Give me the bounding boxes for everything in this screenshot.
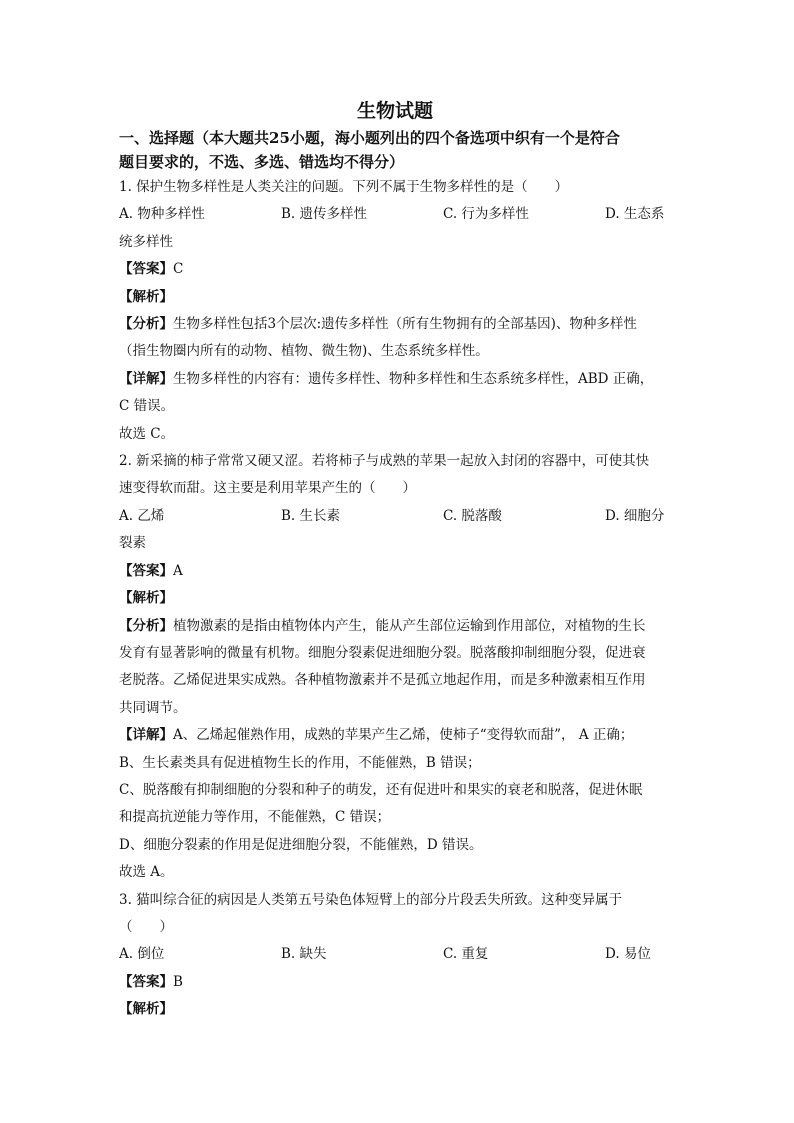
fenxi-label: 【分析】 [119, 617, 173, 634]
question-1-options [119, 201, 671, 228]
question-2-stem-line-1: 2. 新采摘的柿子常常又硬又涩。若将柿子与成熟的苹果一起放入封闭的容器中，可使其快 [119, 453, 650, 470]
answer-line [119, 969, 671, 996]
fenxi-line-3: 老脱落。乙烯促进果实成熟。各种植物激素并不是孤立地起作用，而是多种激素相互作用 [119, 672, 646, 689]
option-d: D. 生态系 [605, 206, 665, 223]
xiangjie-line-2: B、生长素类具有促进植物生长的作用，不能催熟，B 错误； [119, 754, 481, 771]
option-c: C. 行为多样性 [443, 206, 529, 223]
section-heading-line-2: 题目要求的，不选、多选、错选均不得分） [119, 153, 405, 171]
xiangjie-line-4: 和提高抗逆能力等作用，不能催熟，C 错误； [119, 809, 391, 826]
option-b: B. 遗传多样性 [281, 206, 368, 223]
xiangjie-line-2: C 错误。 [119, 398, 175, 415]
option-c: C. 重复 [443, 946, 489, 963]
conclusion: 故选 A。 [119, 864, 174, 881]
fenxi-line-4: 共同调节。 [119, 699, 187, 716]
fenxi-line-2: 发育有显著影响的微量有机物。细胞分裂素促进细胞分裂。脱落酸抑制细胞分裂，促进衰 [119, 644, 646, 661]
option-a: A. 物种多样性 [119, 206, 205, 223]
fenxi-line-2: （指生物圈内所有的动物、植物、微生物)、生态系统多样性。 [119, 343, 489, 360]
option-d-continuation: 裂素 [119, 535, 146, 552]
xiangjie-label: 【详解】 [119, 370, 173, 387]
answer-line [119, 558, 671, 585]
xiangjie-line-1 [119, 722, 671, 749]
fenxi-label: 【分析】 [119, 316, 173, 333]
answer-label: 【答案】 [119, 562, 173, 579]
option-a: A. 倒位 [119, 946, 165, 963]
xiangjie-text: A、乙烯起催熟作用，成熟的苹果产生乙烯，使柿子“变得软而甜”， A 正确； [173, 727, 634, 744]
option-b: B. 生长素 [281, 507, 341, 524]
answer-line [119, 256, 671, 283]
xiangjie-label: 【详解】 [119, 727, 173, 744]
page-title: 生物试题 [356, 100, 433, 122]
question-3 [119, 887, 671, 1024]
answer-label: 【答案】 [119, 261, 173, 278]
question-2-options [119, 503, 671, 530]
question-1-stem: 1. 保护生物多样性是人类关注的问题。下列不属于生物多样性的是（ ） [119, 179, 569, 195]
question-3-options [119, 941, 671, 968]
question-3-stem-line-2: （ ） [119, 918, 173, 935]
fenxi-line-1 [119, 311, 671, 338]
answer-value: C [173, 261, 184, 278]
question-3-stem-line-1: 3. 猫叫综合征的病因是人类第五号染色体短臂上的部分片段丢失所致。这种变异属于 [119, 891, 623, 908]
fenxi-text: 植物激素的是指由植物体内产生，能从产生部位运输到作用部位，对植物的生长 [173, 617, 646, 634]
option-a: A. 乙烯 [119, 507, 165, 524]
option-d-continuation: 统多样性 [119, 233, 173, 250]
xiangjie-text: 生物多样性的内容有：遗传多样性、物种多样性和生态系统多样性，ABD 正确， [173, 370, 654, 387]
analysis-label: 【解析】 [119, 288, 173, 305]
analysis-label: 【解析】 [119, 590, 173, 607]
option-c: C. 脱落酸 [443, 507, 502, 524]
question-1 [119, 174, 671, 448]
fenxi-text: 生物多样性包括3个层次:遗传多样性（所有生物拥有的全部基因)、物种多样性 [173, 316, 637, 333]
conclusion: 故选 C。 [119, 425, 175, 442]
xiangjie-line-3: C、脱落酸有抑制细胞的分裂和种子的萌发，还有促进叶和果实的衰老和脱落，促进休眠 [119, 781, 643, 798]
question-2 [119, 448, 671, 887]
document-content [119, 96, 671, 1024]
xiangjie-line-1 [119, 366, 671, 393]
fenxi-line-1 [119, 613, 671, 640]
analysis-label: 【解析】 [119, 1001, 173, 1018]
answer-value: A [173, 562, 183, 579]
option-d: D. 细胞分 [605, 507, 665, 524]
answer-value: B [173, 973, 183, 990]
xiangjie-line-5: D、细胞分裂素的作用是促进细胞分裂，不能催熟，D 错误。 [119, 836, 483, 853]
question-2-stem-line-2: 速变得软而甜。这主要是利用苹果产生的（ ） [119, 480, 416, 497]
option-b: B. 缺失 [281, 946, 327, 963]
answer-label: 【答案】 [119, 973, 173, 990]
section-heading-line-1: 一、选择题（本大题共25小题，海小题列出的四个备选项中织有一个是符合 [119, 129, 620, 147]
option-d: D. 易位 [605, 946, 651, 963]
